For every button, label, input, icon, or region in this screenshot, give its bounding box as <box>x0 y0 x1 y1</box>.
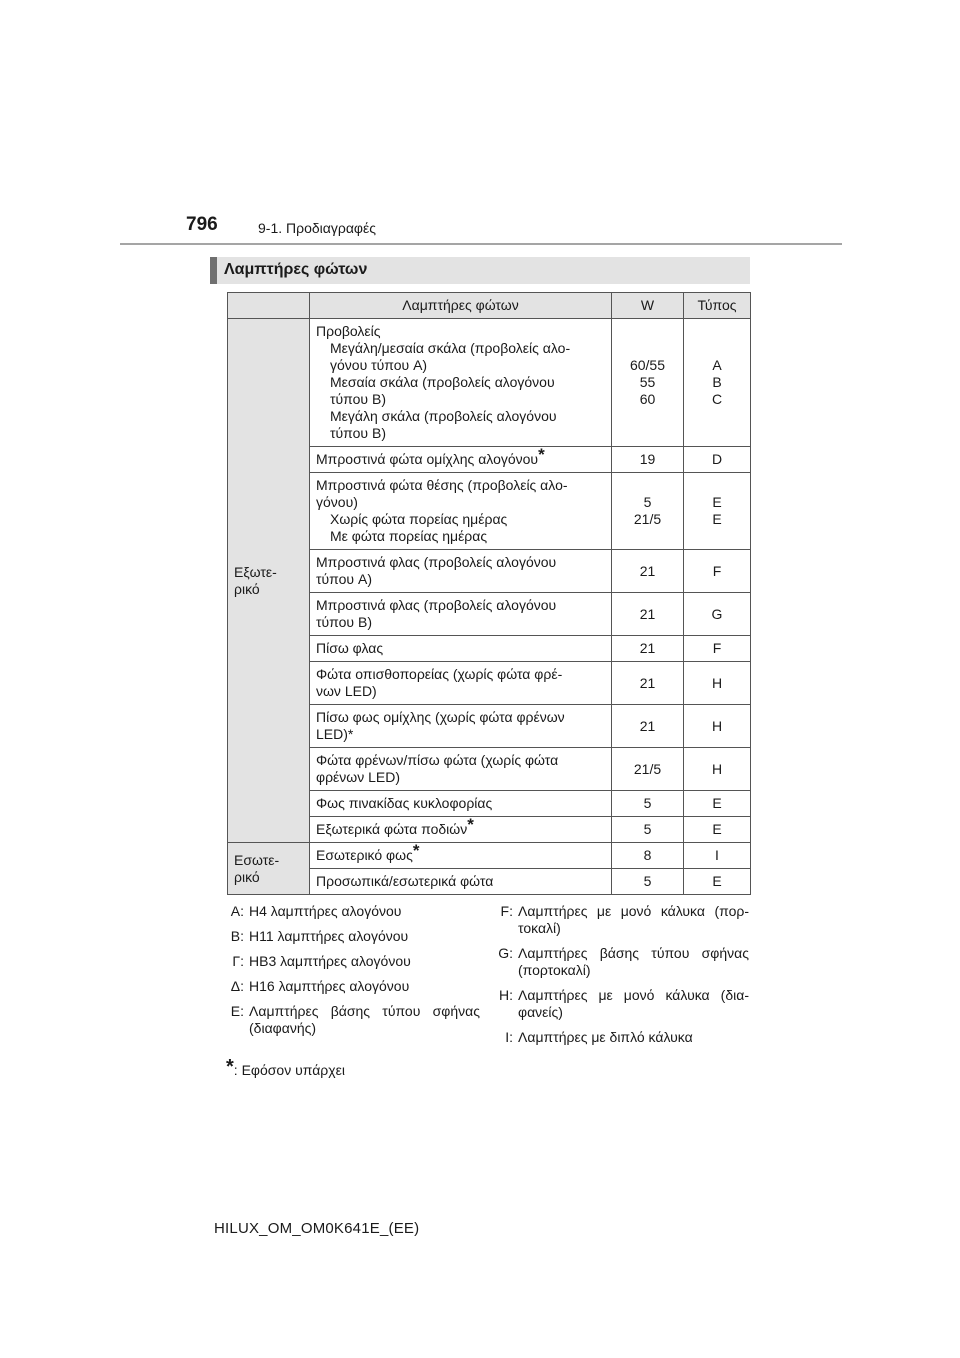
watt-cell: 21 <box>612 662 684 705</box>
document-code: HILUX_OM_OM0K641E_(EE) <box>214 1220 420 1237</box>
chapter-title: 9-1. Προδιαγραφές <box>258 220 376 236</box>
note-key: Δ: <box>230 978 244 994</box>
bulb-variant: Μεσαία σκάλα (προβολείς αλογόνου τύπου B) <box>330 374 555 407</box>
note-text: Λαμπτήρες βάσης τύπου σφήνας (διαφανής) <box>249 1003 480 1036</box>
watt-cell: 21 <box>612 636 684 662</box>
header-location <box>228 293 310 319</box>
note-item <box>226 978 480 995</box>
watt-cell: 5 <box>612 869 684 895</box>
bulb-name-cell <box>310 662 612 705</box>
note-key: H: <box>499 987 513 1003</box>
bulb-name: Μπροστινά φώτα θέσης (προβολείς αλο- γόνου) <box>316 477 568 510</box>
bulb-name-cell <box>310 447 612 473</box>
watt-cell: 8 <box>612 843 684 869</box>
type-cell: F <box>684 550 751 593</box>
footnote-text: : Εφόσον υπάρχει <box>233 1062 345 1078</box>
bulb-name: Φώτα φρένων/πίσω φώτα (χωρίς φώτα φρένων LED) <box>316 752 559 785</box>
watt-cell: 21/5 <box>612 748 684 791</box>
bulb-variant: Μεγάλη σκάλα (προβολείς αλογόνου τύπου B) <box>330 408 557 441</box>
section-marker <box>210 257 217 284</box>
bulb-type-notes-left <box>226 903 480 1045</box>
watt-cell: 21 <box>612 705 684 748</box>
watt-cell: 5 <box>612 817 684 843</box>
bulb-name: Εσωτερικό φως <box>316 847 413 863</box>
bulb-name-cell <box>310 593 612 636</box>
bulb-name-cell <box>310 843 612 869</box>
bulb-name: Εξωτερικά φώτα ποδιών <box>316 821 468 837</box>
note-text: H16 λαμπτήρες αλογόνου <box>249 978 410 994</box>
note-text: Λαμπτήρες με μονό κάλυκα (δια-φανείς) <box>518 987 749 1020</box>
bulb-name-cell <box>310 817 612 843</box>
header-type: Τύπος <box>684 293 751 319</box>
note-item <box>495 903 749 937</box>
type-cell: E <box>684 817 751 843</box>
page-number: 796 <box>186 214 218 235</box>
note-key: E: <box>230 1003 244 1019</box>
note-key: Γ: <box>232 953 244 969</box>
bulb-name: Προβολείς <box>316 323 381 339</box>
footnote <box>226 1056 345 1078</box>
note-text: H11 λαμπτήρες αλογόνου <box>249 928 409 944</box>
footnote-star: * <box>538 445 545 464</box>
note-text: Λαμπτήρες με μονό κάλυκα (πορ-τοκαλί) <box>518 903 749 936</box>
bulb-variant: Με φώτα πορείας ημέρας <box>330 528 488 544</box>
type-cell: G <box>684 593 751 636</box>
watt-cell: 19 <box>612 447 684 473</box>
type-cell: H <box>684 662 751 705</box>
bulb-spec-table <box>227 292 751 895</box>
bulb-name: Μπροστινά φώτα ομίχλης αλογόνου <box>316 451 539 467</box>
note-item <box>495 1029 749 1046</box>
watt-cell: 21 <box>612 593 684 636</box>
location-cell: Εσωτε- ρικό <box>228 843 310 895</box>
watt-cell: 21 <box>612 550 684 593</box>
type-cell: D <box>684 447 751 473</box>
note-key: G: <box>498 945 513 961</box>
type-cell: E <box>684 791 751 817</box>
type-cell: I <box>684 843 751 869</box>
note-item <box>226 953 480 970</box>
table-row <box>228 319 751 447</box>
note-key: A: <box>230 903 244 919</box>
watt-cell: 60/55 55 60 <box>612 319 684 447</box>
note-item <box>495 945 749 979</box>
section-header <box>210 257 750 284</box>
footnote-star: * <box>467 815 474 834</box>
bulb-name: Προσωπικά/εσωτερικά φώτα <box>316 873 494 889</box>
header-rule <box>120 243 842 245</box>
note-key: I: <box>505 1029 513 1045</box>
footnote-star: * <box>226 1056 234 1078</box>
bulb-name-cell <box>310 791 612 817</box>
note-item <box>226 1003 480 1037</box>
bulb-name: Μπροστινά φλας (προβολείς αλογόνου τύπου B) <box>316 597 557 630</box>
bulb-name-cell <box>310 705 612 748</box>
note-item <box>226 928 480 945</box>
header-bulbs: Λαμπτήρες φώτων <box>310 293 612 319</box>
bulb-type-notes-right <box>495 903 749 1054</box>
bulb-variant: Μεγάλη/μεσαία σκάλα (προβολείς αλο- γόνου τύπου A) <box>330 340 571 373</box>
note-item <box>226 903 480 920</box>
type-cell: E E <box>684 473 751 550</box>
type-cell: F <box>684 636 751 662</box>
bulb-name: Μπροστινά φλας (προβολείς αλογόνου τύπου A) <box>316 554 557 587</box>
section-title: Λαμπτήρες φώτων <box>224 261 368 278</box>
watt-cell: 5 <box>612 791 684 817</box>
type-cell: H <box>684 705 751 748</box>
bulb-name: Φως πινακίδας κυκλοφορίας <box>316 795 493 811</box>
type-cell: H <box>684 748 751 791</box>
note-key: F: <box>500 903 513 919</box>
table-header-row <box>228 293 751 319</box>
type-cell: A B C <box>684 319 751 447</box>
bulb-name-cell <box>310 550 612 593</box>
watt-cell: 5 21/5 <box>612 473 684 550</box>
bulb-name-cell <box>310 636 612 662</box>
bulb-name: Φώτα οπισθοπορείας (χωρίς φώτα φρέ- νων LED) <box>316 666 563 699</box>
note-text: HB3 λαμπτήρες αλογόνου <box>249 953 411 969</box>
type-cell: E <box>684 869 751 895</box>
note-text: Λαμπτήρες βάσης τύπου σφήνας (πορτοκαλί) <box>518 945 749 978</box>
bulb-name: Πίσω φλας <box>316 640 384 656</box>
bulb-name-cell <box>310 869 612 895</box>
bulb-variant: Χωρίς φώτα πορείας ημέρας <box>330 511 508 527</box>
footnote-star: * <box>412 841 420 860</box>
location-cell: Εξωτε- ρικό <box>228 319 310 843</box>
header-watts: W <box>612 293 684 319</box>
bulb-name-cell <box>310 473 612 550</box>
bulb-name-cell <box>310 319 612 447</box>
table-row <box>228 843 751 869</box>
note-text: Λαμπτήρες με διπλό κάλυκα <box>518 1029 693 1045</box>
note-item <box>495 987 749 1021</box>
note-text: H4 λαμπτήρες αλογόνου <box>249 903 402 919</box>
bulb-name-cell <box>310 748 612 791</box>
note-key: B: <box>230 928 244 944</box>
bulb-name: Πίσω φως ομίχλης (χωρίς φώτα φρένων LED)* <box>316 709 565 742</box>
